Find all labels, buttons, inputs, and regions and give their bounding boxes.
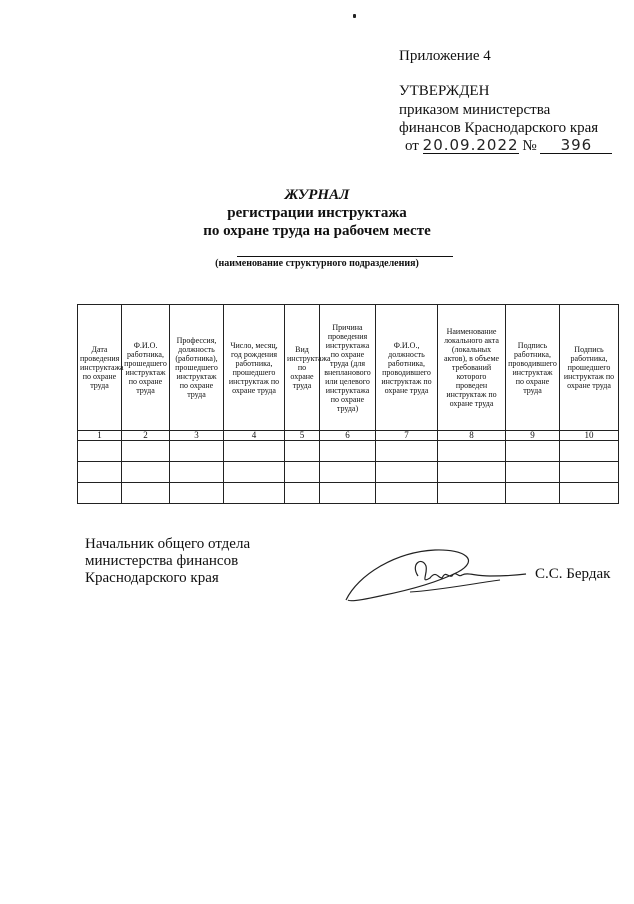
column-header: Причина проведения инструктажа по охране труда (для внепланового или целевого инструктажа по охране труда) xyxy=(320,305,376,431)
column-number: 8 xyxy=(438,431,506,441)
journal-table xyxy=(77,304,619,504)
column-header: Подпись работника, проводившего инструктаж по охране труда xyxy=(506,305,560,431)
journal-subtitle-2: по охране труда на рабочем месте xyxy=(203,223,431,239)
approved-label: УТВЕРЖДЕН xyxy=(399,83,490,99)
handwritten-signature xyxy=(340,540,530,610)
signatory-title-2: министерства финансов xyxy=(85,553,239,569)
order-line-2: финансов Краснодарского края xyxy=(399,120,599,136)
column-header: Подпись работника, прошедшего инструктаж по охране труда xyxy=(560,305,619,431)
column-number-row xyxy=(78,431,619,441)
table-header-row xyxy=(78,305,619,431)
journal-subtitle-1: регистрации инструктажа xyxy=(227,205,407,221)
signatory-name: С.С. Бердак xyxy=(535,566,611,582)
column-number: 7 xyxy=(376,431,438,441)
column-number: 10 xyxy=(560,431,619,441)
signatory-title-1: Начальник общего отдела xyxy=(85,536,251,552)
scan-mark xyxy=(353,14,356,18)
signatory-title-3: Краснодарского края xyxy=(85,570,219,586)
column-number: 6 xyxy=(320,431,376,441)
column-header: Ф.И.О. работника, прошедшего инструктаж по охране труда xyxy=(122,305,170,431)
appendix-label: Приложение 4 xyxy=(399,48,491,64)
order-number: 396 xyxy=(540,137,612,154)
column-number: 2 xyxy=(122,431,170,441)
column-header: Число, месяц, год рождения работника, прошедшего инструктаж по охране труда xyxy=(224,305,285,431)
date-prefix: от xyxy=(405,138,419,154)
column-header: Наименование локального акта (локальных актов), в объеме требований которого проведен инструктаж по охране труда xyxy=(438,305,506,431)
department-line xyxy=(237,256,453,257)
number-sign: № xyxy=(522,138,537,154)
department-caption: (наименование структурного подразделения) xyxy=(215,258,419,269)
column-number: 3 xyxy=(170,431,224,441)
table-row xyxy=(78,483,619,504)
column-number: 1 xyxy=(78,431,122,441)
order-date: 20.09.2022 xyxy=(422,136,519,154)
order-date-line xyxy=(405,137,612,155)
column-header: Ф.И.О., должность работника, проводившего инструктаж по охране труда xyxy=(376,305,438,431)
column-header: Вид инструктажа по охране труда xyxy=(285,305,320,431)
column-number: 5 xyxy=(285,431,320,441)
journal-title: ЖУРНАЛ xyxy=(284,187,350,203)
table-row xyxy=(78,441,619,462)
column-number: 4 xyxy=(224,431,285,441)
column-number: 9 xyxy=(506,431,560,441)
column-header: Профессия, должность (работника), прошедшего инструктаж по охране труда xyxy=(170,305,224,431)
table-row xyxy=(78,462,619,483)
order-line-1: приказом министерства xyxy=(399,102,551,118)
column-header: Дата проведения инструктажа по охране труда xyxy=(78,305,122,431)
